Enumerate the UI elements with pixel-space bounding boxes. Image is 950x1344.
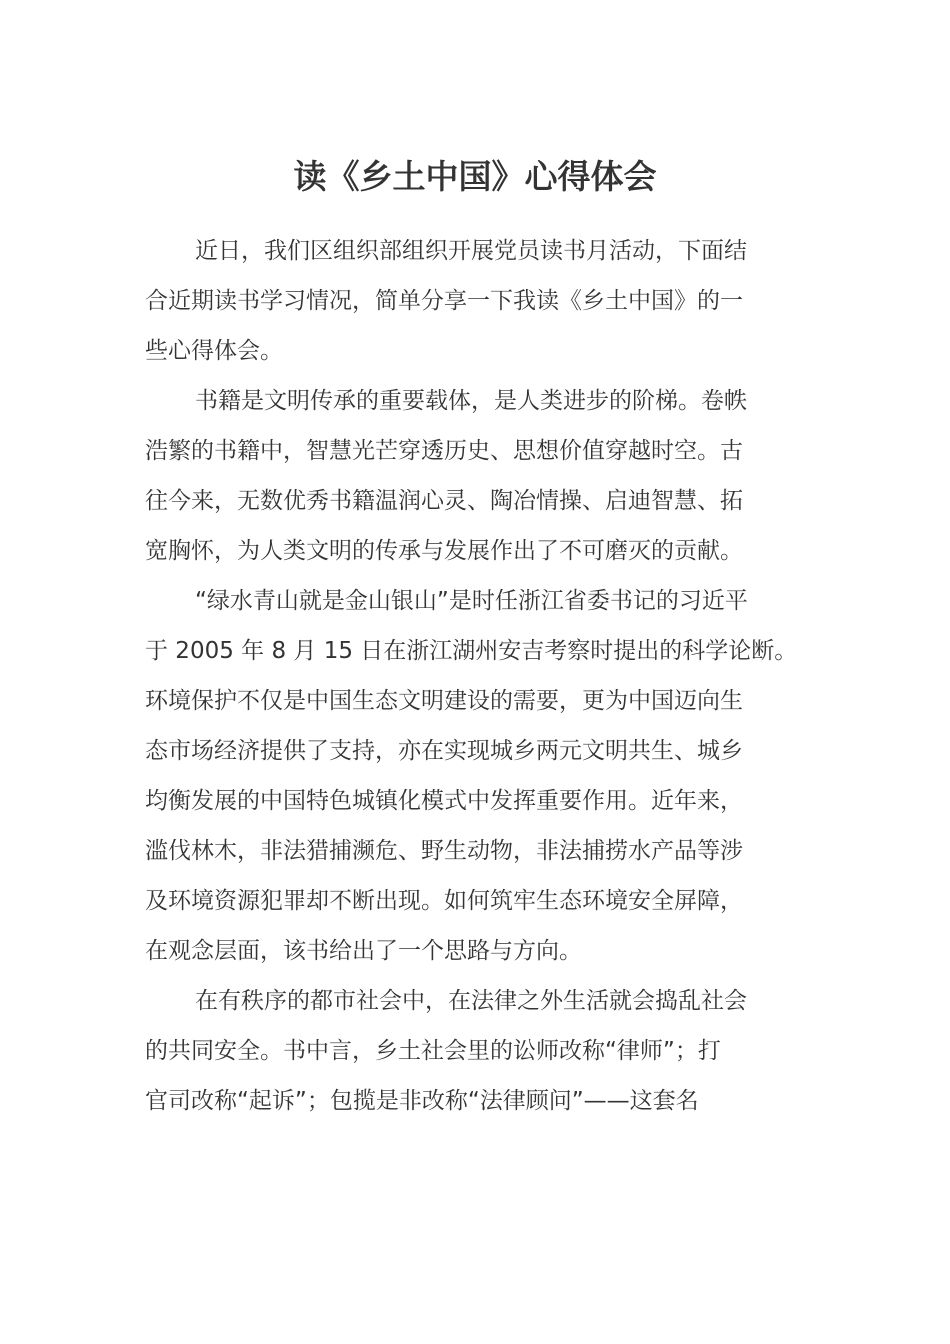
paragraph xyxy=(145,376,825,576)
paragraph xyxy=(145,226,825,376)
text-line: 滥伐林木，非法猎捕濒危、野生动物，非法捕捞水产品等涉 xyxy=(145,838,743,864)
text-line: “绿水青山就是金山银山”是时任浙江省委书记的习近平 xyxy=(195,588,748,614)
paragraph xyxy=(145,576,825,976)
text-line: 态市场经济提供了支持，亦在实现城乡两元文明共生、城乡 xyxy=(145,738,743,764)
text-line: 环境保护不仅是中国生态文明建设的需要，更为中国迈向生 xyxy=(145,688,743,714)
document-title: 读《乡土中国》心得体会 xyxy=(293,157,657,196)
text-line: 于 2005 年 8 月 15 日在浙江湖州安吉考察时提出的科学论断。 xyxy=(145,638,798,664)
text-line: 些心得体会。 xyxy=(145,338,283,364)
text-line: 浩繁的书籍中，智慧光芒穿透历史、思想价值穿越时空。古 xyxy=(145,438,743,464)
text-line: 往今来，无数优秀书籍温润心灵、陶冶情操、启迪智慧、拓 xyxy=(145,488,743,514)
text-line: 宽胸怀，为人类文明的传承与发展作出了不可磨灭的贡献。 xyxy=(145,538,743,564)
text-line: 在有秩序的都市社会中，在法律之外生活就会捣乱社会 xyxy=(195,988,747,1014)
text-line: 官司改称“起诉”；包揽是非改称“法律顾问”——这套名 xyxy=(145,1088,699,1114)
text-line: 书籍是文明传承的重要载体，是人类进步的阶梯。卷帙 xyxy=(195,388,747,414)
paragraph xyxy=(145,976,825,1126)
text-line: 在观念层面，该书给出了一个思路与方向。 xyxy=(145,938,582,964)
text-line: 合近期读书学习情况，简单分享一下我读《乡土中国》的一 xyxy=(145,288,743,314)
text-line: 的共同安全。书中言，乡土社会里的讼师改称“律师”；打 xyxy=(145,1038,721,1064)
text-line: 均衡发展的中国特色城镇化模式中发挥重要作用。近年来， xyxy=(145,788,743,814)
text-line: 近日，我们区组织部组织开展党员读书月活动，下面结 xyxy=(195,238,747,264)
text-line: 及环境资源犯罪却不断出现。如何筑牢生态环境安全屏障， xyxy=(145,888,743,914)
document-body xyxy=(145,226,825,1126)
